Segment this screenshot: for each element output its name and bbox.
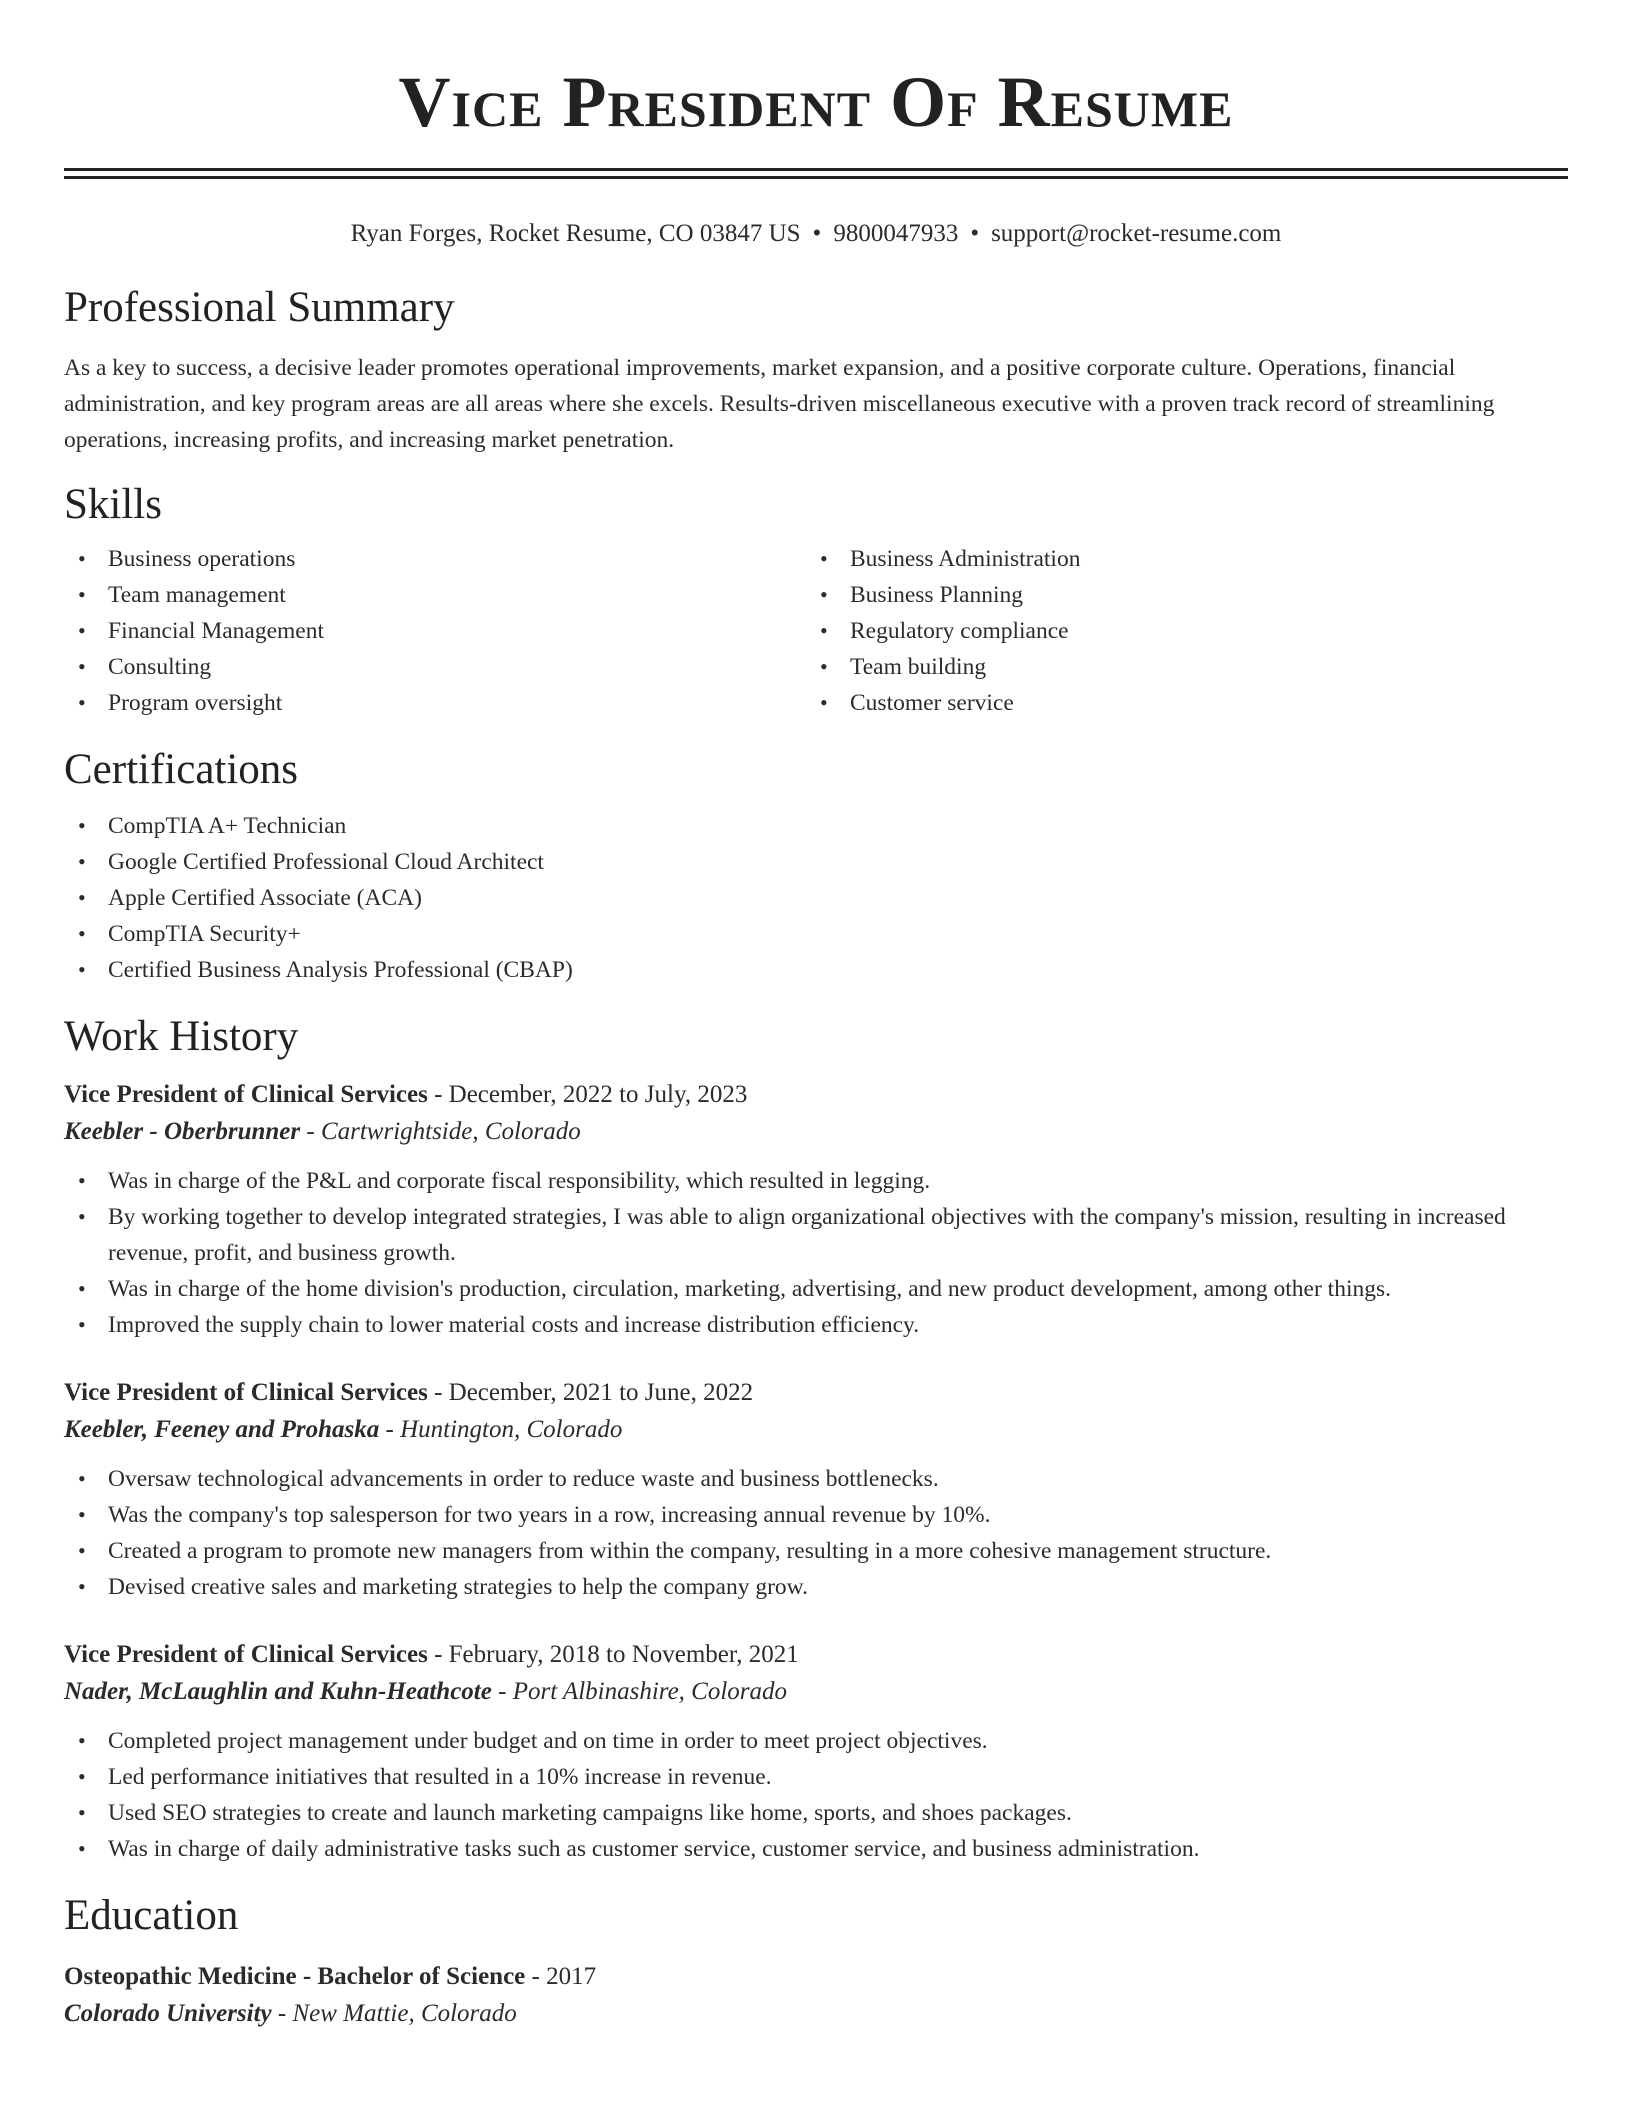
contact-separator: • bbox=[812, 220, 822, 247]
summary-heading: Professional Summary bbox=[64, 284, 455, 331]
education-location: New Mattie, Colorado bbox=[292, 2000, 517, 2027]
certifications-list bbox=[64, 808, 1568, 988]
skill-item: • Business Administration bbox=[806, 541, 1548, 577]
skill-item: • Business operations bbox=[64, 541, 806, 577]
job-bullet: • Devised creative sales and marketing strategies to help the company grow. bbox=[64, 1569, 1568, 1605]
job-dates: February, 2018 to November, 2021 bbox=[448, 1641, 799, 1668]
job-location: Huntington, Colorado bbox=[400, 1416, 623, 1443]
education-school-line: Colorado University - New Mattie, Colorado bbox=[64, 2000, 517, 2027]
certification-item: • Apple Certified Associate (ACA) bbox=[64, 880, 1568, 916]
job-bullet: • Created a program to promote new managers from within the company, resulting in a more cohesive management structure. bbox=[64, 1533, 1568, 1569]
job-bullet: • Led performance initiatives that resulted in a 10% increase in revenue. bbox=[64, 1759, 1568, 1795]
job-company-line: Keebler - Oberbrunner - Cartwrightside, Colorado bbox=[64, 1118, 581, 1145]
job-bullet: • Was the company's top salesperson for two years in a row, increasing annual revenue by 10%. bbox=[64, 1497, 1568, 1533]
job-bullet: • Improved the supply chain to lower material costs and increase distribution efficiency. bbox=[64, 1307, 1568, 1343]
job-company: Nader, McLaughlin and Kuhn-Heathcote bbox=[64, 1678, 492, 1705]
contact-line bbox=[64, 217, 1568, 251]
skill-item: • Financial Management bbox=[64, 613, 806, 649]
education-year: 2017 bbox=[546, 1963, 597, 1990]
job-title-line: Vice President of Clinical Services - February, 2018 to November, 2021 bbox=[64, 1641, 799, 1668]
job-bullet: • By working together to develop integrated strategies, I was able to align organizational objectives with the company's mission, resulting in increased revenue, profit, and business growth. bbox=[64, 1199, 1568, 1271]
education-entry bbox=[64, 1959, 1568, 2033]
contact-separator: • bbox=[970, 220, 980, 247]
job-title: Vice President of Clinical Services bbox=[64, 1379, 428, 1406]
skill-item: • Team management bbox=[64, 577, 806, 613]
job-dates: December, 2021 to June, 2022 bbox=[448, 1379, 754, 1406]
job-title: Vice President of Clinical Services bbox=[64, 1081, 428, 1108]
job-company: Keebler, Feeney and Prohaska bbox=[64, 1416, 380, 1443]
job-company: Keebler - Oberbrunner bbox=[64, 1118, 301, 1145]
job-title: Vice President of Clinical Services bbox=[64, 1641, 428, 1668]
certification-item: • CompTIA Security+ bbox=[64, 916, 1568, 952]
certification-item: • Certified Business Analysis Professional (CBAP) bbox=[64, 952, 1568, 988]
job-bullet: • Used SEO strategies to create and launch marketing campaigns like home, sports, and shoes packages. bbox=[64, 1795, 1568, 1831]
skill-item: • Customer service bbox=[806, 685, 1548, 721]
skills-heading: Skills bbox=[64, 481, 162, 528]
job-bullet: • Was in charge of the P&L and corporate fiscal responsibility, which resulted in legging. bbox=[64, 1163, 1568, 1199]
job-dates: December, 2022 to July, 2023 bbox=[448, 1081, 748, 1108]
job-bullet: • Was in charge of the home division's production, circulation, marketing, advertising, and new product development, among other things. bbox=[64, 1271, 1568, 1307]
job-company-line: Keebler, Feeney and Prohaska - Huntington, Colorado bbox=[64, 1416, 623, 1443]
summary-text: As a key to success, a decisive leader promotes operational improvements, market expansion, and a positive corporate culture. Operations, financial administration, and key program areas are all areas where she excels. Results-driven miscellaneous executive with a proven track record of streamlining operations, increasing profits, and increasing market penetration. bbox=[64, 355, 1495, 453]
skill-item: • Business Planning bbox=[806, 577, 1548, 613]
job-bullets bbox=[64, 1461, 1568, 1605]
job-bullet: • Oversaw technological advancements in order to reduce waste and business bottlenecks. bbox=[64, 1461, 1568, 1497]
job-entry bbox=[64, 1077, 1568, 1343]
education-degree-line: Osteopathic Medicine - Bachelor of Science - 2017 bbox=[64, 1963, 597, 1990]
job-entry bbox=[64, 1637, 1568, 1867]
contact-address: Ryan Forges, Rocket Resume, CO 03847 US bbox=[350, 220, 801, 247]
skill-item: • Consulting bbox=[64, 649, 806, 685]
job-title-line: Vice President of Clinical Services - December, 2022 to July, 2023 bbox=[64, 1081, 748, 1108]
education-school: Colorado University bbox=[64, 2000, 272, 2027]
certification-item: • CompTIA A+ Technician bbox=[64, 808, 1568, 844]
skills-list-right bbox=[806, 541, 1548, 721]
job-company-line: Nader, McLaughlin and Kuhn-Heathcote - Port Albinashire, Colorado bbox=[64, 1678, 788, 1705]
contact-email[interactable]: support@rocket-resume.com bbox=[991, 220, 1282, 247]
title-divider bbox=[64, 168, 1568, 179]
contact-phone: 9800047933 bbox=[833, 220, 959, 247]
job-location: Cartwrightside, Colorado bbox=[320, 1118, 581, 1145]
education-heading: Education bbox=[64, 1892, 239, 1939]
education-degree: Osteopathic Medicine - Bachelor of Science bbox=[64, 1963, 526, 1990]
skill-item: • Program oversight bbox=[64, 685, 806, 721]
job-title-line: Vice President of Clinical Services - December, 2021 to June, 2022 bbox=[64, 1379, 754, 1406]
resume-title: Vice President Of Resume bbox=[398, 62, 1234, 142]
certification-item: • Google Certified Professional Cloud Architect bbox=[64, 844, 1568, 880]
skills-list-left bbox=[64, 541, 806, 721]
job-entry bbox=[64, 1375, 1568, 1605]
certifications-heading: Certifications bbox=[64, 746, 299, 793]
skill-item: • Regulatory compliance bbox=[806, 613, 1548, 649]
job-bullet: • Completed project management under budget and on time in order to meet project objectives. bbox=[64, 1723, 1568, 1759]
job-bullets bbox=[64, 1163, 1568, 1343]
skills-columns bbox=[64, 541, 1568, 721]
job-bullets bbox=[64, 1723, 1568, 1867]
job-location: Port Albinashire, Colorado bbox=[512, 1678, 788, 1705]
job-bullet: • Was in charge of daily administrative tasks such as customer service, customer service, and business administration. bbox=[64, 1831, 1568, 1867]
work-history-heading: Work History bbox=[64, 1013, 299, 1060]
resume-page bbox=[64, 0, 1568, 2033]
skill-item: • Team building bbox=[806, 649, 1548, 685]
